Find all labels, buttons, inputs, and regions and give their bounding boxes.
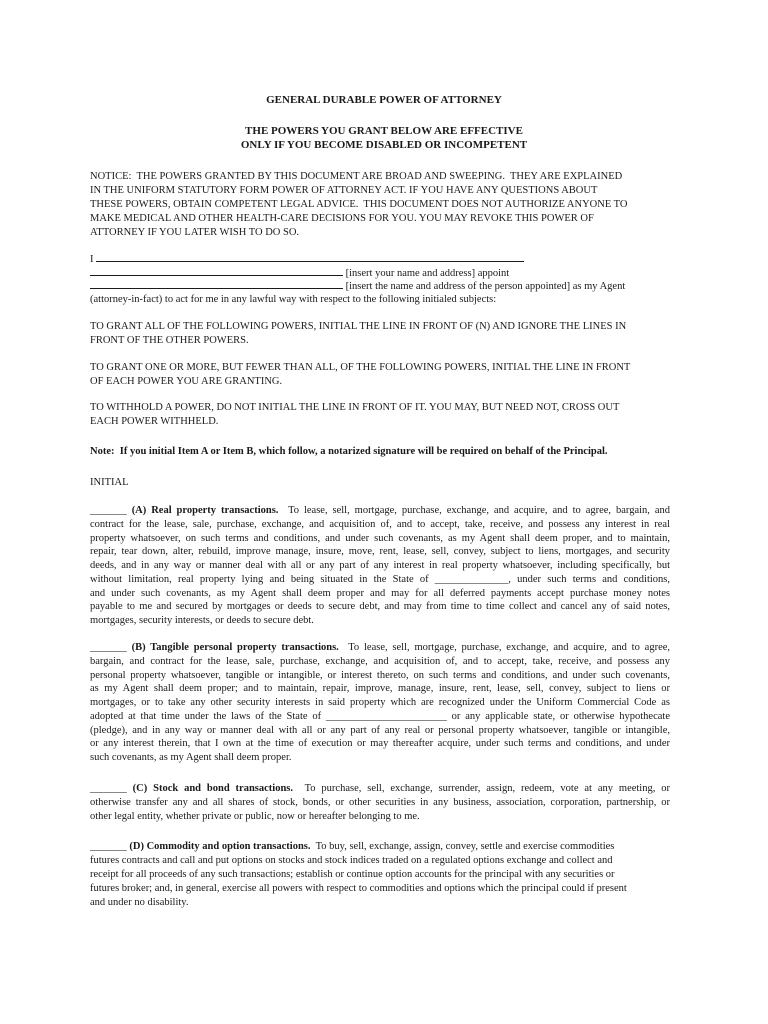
instruction-line: OF EACH POWER YOU ARE GRANTING. bbox=[90, 376, 283, 387]
instruction-grant-all bbox=[90, 320, 670, 348]
notice-line: THESE POWERS, OBTAIN COMPETENT LEGAL ADVICE. THIS DOCUMENT DOES NOT AUTHORIZE ANYONE TO bbox=[90, 199, 628, 210]
power-line: otherwise transfer any and all shares of stock, bonds, or other securities in any business, association, corporation, partnership, or bbox=[90, 796, 670, 808]
power-line: as my Agent shall deem proper; and to maintain, repair, improve, manage, insure, rent, lease, sell, convey, subject to liens or bbox=[90, 683, 670, 695]
power-heading: (C) Stock and bond transactions. bbox=[132, 783, 294, 794]
power-line: deeds, and in any way or manner deal with all or any part of any interest in real property whatsoever, including specifically, but bbox=[90, 560, 670, 571]
initial-blank: _______ bbox=[90, 642, 127, 653]
power-first-line bbox=[90, 504, 670, 518]
power-c-stock-and-bond bbox=[90, 782, 670, 823]
power-line: futures broker; and, in general, exercise all powers with respect to commodities and options which the principal could if present bbox=[90, 883, 627, 894]
power-heading: (B) Tangible personal property transactions. bbox=[131, 642, 339, 653]
notice-line: NOTICE: THE POWERS GRANTED BY THIS DOCUMENT ARE BROAD AND SWEEPING. THEY ARE EXPLAINED bbox=[90, 171, 623, 182]
power-heading: (A) Real property transactions. bbox=[131, 505, 279, 516]
subtitle-line: ONLY IF YOU BECOME DISABLED OR INCOMPETENT bbox=[240, 139, 528, 151]
instruction-line: EACH POWER WITHHELD. bbox=[90, 416, 219, 427]
instruction-line: TO WITHHOLD A POWER, DO NOT INITIAL THE LINE IN FRONT OF IT. YOU MAY, BUT NEED NOT, CROSS OUT bbox=[90, 402, 620, 413]
power-line: payable to me and secured by mortgages or deeds to secure debt, and may from time to time collect and cancel any of said notes, bbox=[90, 601, 670, 613]
notice-paragraph bbox=[90, 170, 670, 240]
power-text: To lease, sell, mortgage, purchase, exchange, and acquire, and to agree, bbox=[348, 642, 671, 653]
document-title-block bbox=[0, 93, 768, 107]
instruction-line: TO GRANT ALL OF THE FOLLOWING POWERS, INITIAL THE LINE IN FRONT OF (N) AND IGNORE THE LINES IN bbox=[90, 321, 627, 332]
note-line: Note: If you initial Item A or Item B, which follow, a notarized signature will be required on behalf of the Principal. bbox=[90, 446, 608, 457]
power-line: property whatsoever, on such terms and conditions, and under such covenants, as my Agent shall deem proper, and to maintain, bbox=[90, 532, 670, 544]
principal-label: I bbox=[90, 254, 94, 265]
notice-line: IN THE UNIFORM STATUTORY FORM POWER OF ATTORNEY ACT. IF YOU HAVE ANY QUESTIONS ABOUT bbox=[90, 185, 598, 196]
notice-line: MAKE MEDICAL AND OTHER HEALTH-CARE DECISIONS FOR YOU. YOU MAY REVOKE THIS POWER OF bbox=[90, 213, 594, 224]
power-line: receipt for all proceeds of any such transactions; establish or continue option accounts for the principal with any securities or bbox=[90, 869, 615, 880]
power-line: repair, tear down, alter, rebuild, improve manage, insure, move, rent, lease, sell, convey, subject to liens, mortgages, and security bbox=[90, 546, 670, 558]
instruction-withhold bbox=[90, 401, 670, 429]
power-first-line bbox=[90, 782, 670, 796]
initial-label: INITIAL bbox=[90, 477, 129, 488]
initial-blank: _______ bbox=[90, 841, 127, 852]
power-line: futures contracts and call and put options on stocks and stock indices traded on a regulated options exchange and collect and bbox=[90, 855, 613, 866]
initial-blank: _______ bbox=[90, 505, 127, 516]
agent-line bbox=[90, 279, 670, 293]
initial-blank: _______ bbox=[90, 783, 127, 794]
agent-name-blank bbox=[90, 279, 343, 289]
power-line: other legal entity, whether private or public, now or hereafter belonging to me. bbox=[90, 810, 420, 822]
power-line: mortgages, security interests, or deeds to secure debt. bbox=[90, 615, 314, 626]
power-first-line bbox=[90, 641, 670, 655]
initial-column-label bbox=[90, 476, 670, 490]
power-line: such covenants, as my Agent shall deem proper. bbox=[90, 752, 292, 763]
power-first-line bbox=[90, 840, 670, 854]
power-d-commodity-and-option bbox=[90, 840, 670, 910]
notarization-note bbox=[90, 445, 670, 459]
power-line: (pledge), and in any way or manner deal with all or any part of any real or personal property whatsoever, tangible or intangible, bbox=[90, 724, 670, 736]
principal-address-blank bbox=[90, 266, 343, 276]
principal-line bbox=[90, 252, 670, 266]
power-line: bargain, and contract for the lease, sale, purchase, exchange, and acquisition of, and to accept, take, receive, and possess any bbox=[90, 655, 670, 667]
power-text: To purchase, sell, exchange, surrender, assign, redeem, vote at any meeting, or bbox=[304, 783, 670, 794]
power-line: contract for the lease, sale, purchase, exchange, and acquisition of, and to accept, take, receive, and possess any interest in real bbox=[90, 518, 670, 530]
power-a-real-property bbox=[90, 504, 670, 628]
power-line: and under no disability. bbox=[90, 897, 189, 908]
document-title: GENERAL DURABLE POWER OF ATTORNEY bbox=[266, 94, 502, 106]
power-b-tangible-personal-property bbox=[90, 641, 670, 765]
effective-condition-heading bbox=[0, 124, 768, 152]
power-heading: (D) Commodity and option transactions. bbox=[129, 841, 311, 852]
principal-signature-blank bbox=[96, 252, 524, 262]
instruction-line: FRONT OF THE OTHER POWERS. bbox=[90, 335, 249, 346]
appointment-paragraph bbox=[90, 252, 670, 306]
power-line: without limitation, real property lying and being situated in the State of ______________, under such terms and conditions, bbox=[90, 573, 670, 585]
power-line: mortgages, or to take any other security interests in said property which are recognized under the Uniform Commercial Code as bbox=[90, 697, 670, 708]
instruction-line: TO GRANT ONE OR MORE, BUT FEWER THAN ALL, OF THE FOLLOWING POWERS, INITIAL THE LINE IN FRONT bbox=[90, 362, 631, 373]
subtitle-line: THE POWERS YOU GRANT BELOW ARE EFFECTIVE bbox=[245, 125, 523, 137]
power-text: To lease, sell, mortgage, purchase, exchange, and acquire, and to agree, bargain, and bbox=[288, 505, 670, 516]
notice-line: ATTORNEY IF YOU LATER WISH TO DO SO. bbox=[90, 227, 300, 238]
power-line: personal property whatsoever, tangible or intangible, or interest thereto, on such terms and conditions, and under such covenants, bbox=[90, 669, 670, 681]
power-line: adopted at that time under the laws of the State of _______________________ or any applicable state, or otherwise hypothecate bbox=[90, 710, 670, 722]
power-text: To buy, sell, exchange, assign, convey, settle and exercise commodities bbox=[315, 841, 615, 852]
principal-address-line bbox=[90, 266, 670, 280]
power-line: or any interest therein, that I own at the time of execution or may thereafter acquire, under such terms and conditions, and under bbox=[90, 738, 670, 750]
power-line: and under such covenants, as my Agent shall deem proper and may for all deferred payments accept purchase money notes bbox=[90, 587, 670, 599]
principal-instruction: [insert your name and address] appoint bbox=[345, 267, 510, 279]
agent-instruction: [insert the name and address of the person appointed] as my Agent bbox=[345, 281, 626, 292]
instruction-grant-some bbox=[90, 361, 670, 389]
scope-line: (attorney-in-fact) to act for me in any lawful way with respect to the following initialed subjects: bbox=[90, 293, 497, 305]
